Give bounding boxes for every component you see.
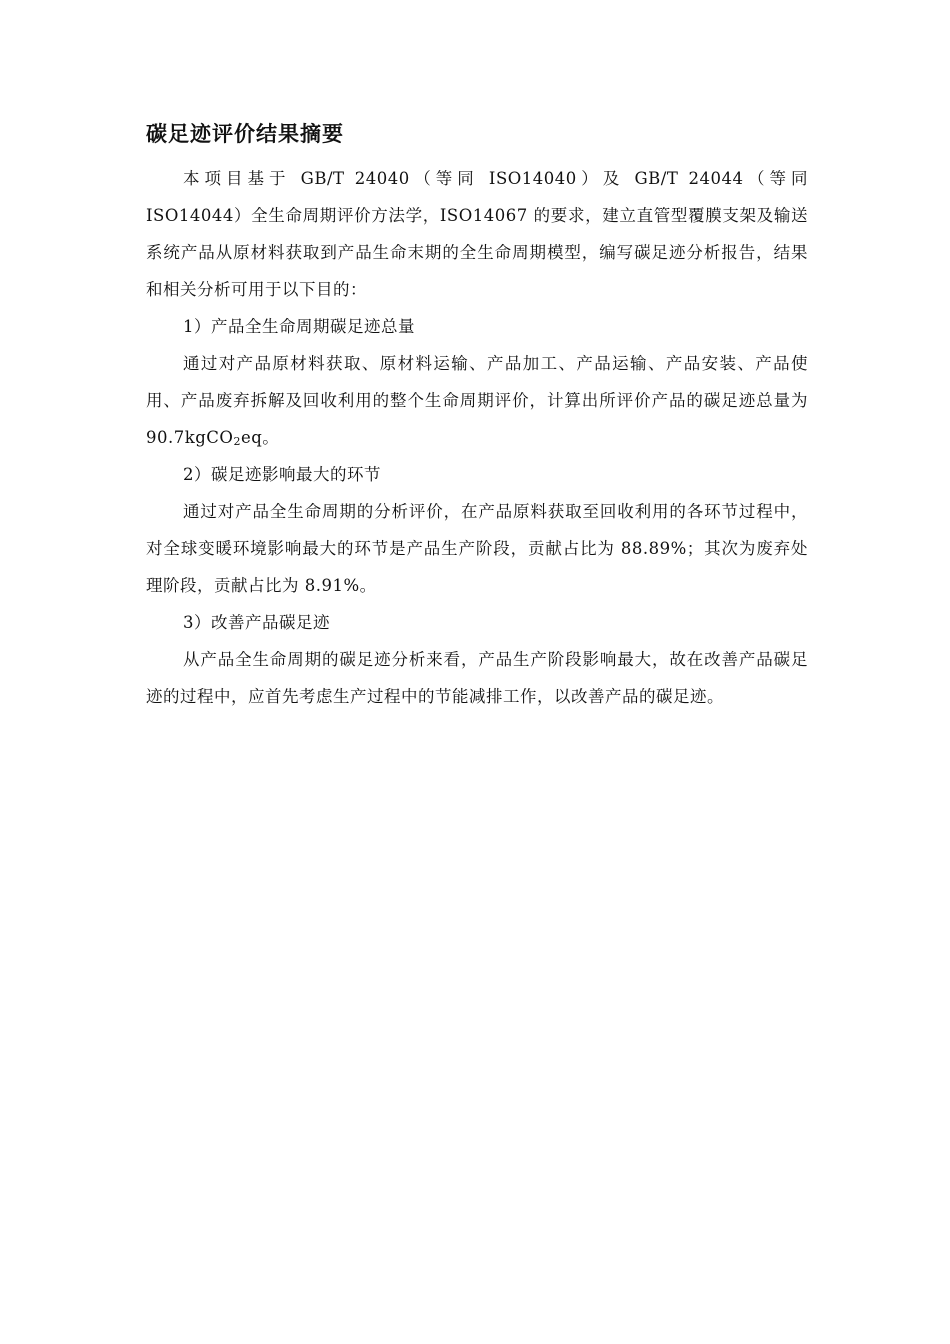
section-2-body: 通过对产品全生命周期的分析评价，在产品原料获取至回收利用的各环节过程中，对全球变暖环境影响最大的环节是产品生产阶段，贡献占比为 88.89%；其次为废弃处理阶段，贡献占比为 8.91%。 <box>146 502 808 595</box>
document-page <box>146 118 808 715</box>
intro-paragraph: 本项目基于 GB/T 24040（等同 ISO14040）及 GB/T 24044（等同 ISO14044）全生命周期评价方法学，ISO14067 的要求，建立直管型覆膜支架及输送系统产品从原材料获取到产品生命末期的全生命周期模型，编写碳足迹分析报告，结果和相关分析可用于以下目的： <box>146 169 808 299</box>
section-1-heading: 1）产品全生命周期碳足迹总量 <box>183 317 415 336</box>
section-1-body <box>146 345 808 456</box>
section-3-body: 从产品全生命周期的碳足迹分析来看，产品生产阶段影响最大，故在改善产品碳足迹的过程中，应首先考虑生产过程中的节能减排工作，以改善产品的碳足迹。 <box>146 650 808 706</box>
section-2-heading: 2）碳足迹影响最大的环节 <box>183 465 381 484</box>
section-1-body-end: eq。 <box>240 428 280 447</box>
section-1-body-text: 通过对产品原材料获取、原材料运输、产品加工、产品运输、产品安装、产品使用、产品废弃拆解及回收利用的整个生命周期评价，计算出所评价产品的碳足迹总量为 90.7kgCO <box>146 354 808 447</box>
page-title: 碳足迹评价结果摘要 <box>146 122 344 146</box>
co2-subscript: 2 <box>233 435 241 448</box>
section-3-heading: 3）改善产品碳足迹 <box>183 613 330 632</box>
